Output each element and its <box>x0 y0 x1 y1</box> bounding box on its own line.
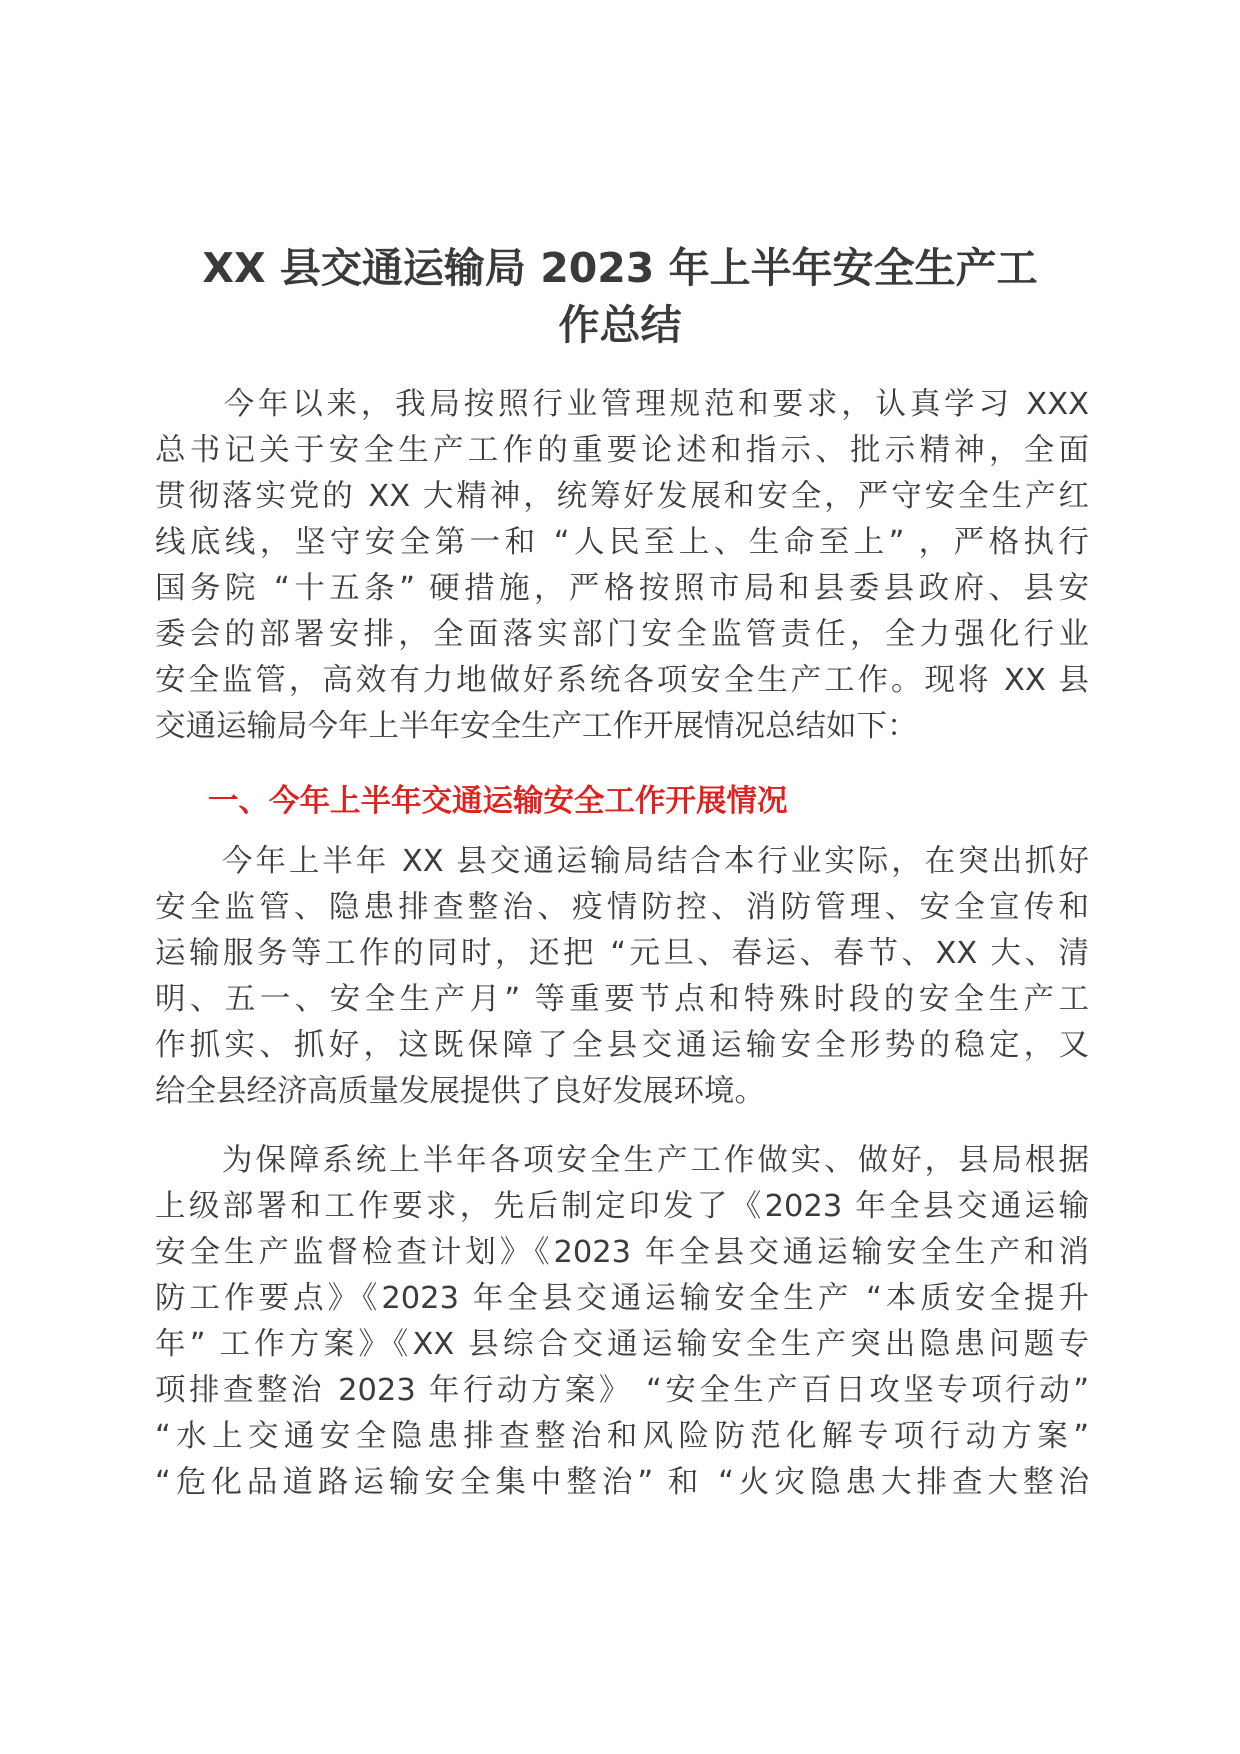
text-line: 安全监管，高效有力地做好系统各项安全生产工作。现将 XX 县 <box>155 663 1089 698</box>
text-line: 为保障系统上半年各项安全生产工作做实、做好，县局根据 <box>155 1143 1089 1178</box>
text-line: 交通运输局今年上半年安全生产工作开展情况总结如下： <box>155 709 918 744</box>
text-line: “水上交通安全隐患排查整治和风险防范化解专项行动方案” <box>155 1419 1089 1454</box>
text-line: “危化品道路运输安全集中整治” 和 “火灾隐患大排查大整治 <box>155 1465 1089 1500</box>
text-line: 项排查整治 2023 年行动方案》 “安全生产百日攻坚专项行动” <box>155 1373 1089 1408</box>
text-line: 给全县经济高质量发展提供了良好发展环境。 <box>155 1074 765 1109</box>
text-line: 作抓实、抓好，这既保障了全县交通运输安全形势的稳定，又 <box>155 1028 1089 1063</box>
document-title <box>150 240 1090 354</box>
text-line: 今年上半年 XX 县交通运输局结合本行业实际，在突出抓好 <box>155 844 1089 879</box>
text-line: 明、五一、安全生产月” 等重要节点和特殊时段的安全生产工 <box>155 982 1089 1017</box>
paragraph-plans <box>155 1138 1089 1506</box>
text-line: 年” 工作方案》《XX 县综合交通运输安全生产突出隐患问题专 <box>155 1327 1089 1362</box>
text-line: 线底线，坚守安全第一和 “人民至上、生命至上” ，严格执行 <box>155 525 1089 560</box>
text-line: 安全生产监督检查计划》《2023 年全县交通运输安全生产和消 <box>155 1235 1089 1270</box>
section-heading: 一、今年上半年交通运输安全工作开展情况 <box>208 784 788 819</box>
text-line: 国务院 “十五条” 硬措施，严格按照市局和县委县政府、县安 <box>155 571 1089 606</box>
text-line: 委会的部署安排，全面落实部门安全监管责任，全力强化行业 <box>155 617 1089 652</box>
paragraph-intro <box>155 382 1089 750</box>
title-line: 作总结 <box>558 301 682 349</box>
text-line: 上级部署和工作要求，先后制定印发了《2023 年全县交通运输 <box>155 1189 1089 1224</box>
paragraph-overview <box>155 839 1089 1115</box>
title-line: XX 县交通运输局 2023 年上半年安全生产工 <box>202 244 1038 292</box>
text-line: 今年以来，我局按照行业管理规范和要求，认真学习 XXX <box>155 387 1089 422</box>
text-line: 贯彻落实党的 XX 大精神，统筹好发展和安全，严守安全生产红 <box>155 479 1089 514</box>
text-line: 总书记关于安全生产工作的重要论述和指示、批示精神，全面 <box>155 433 1089 468</box>
text-line: 防工作要点》《2023 年全县交通运输安全生产 “本质安全提升 <box>155 1281 1089 1316</box>
text-line: 安全监管、隐患排查整治、疫情防控、消防管理、安全宣传和 <box>155 890 1089 925</box>
text-line: 运输服务等工作的同时，还把 “元旦、春运、春节、XX 大、清 <box>155 936 1089 971</box>
